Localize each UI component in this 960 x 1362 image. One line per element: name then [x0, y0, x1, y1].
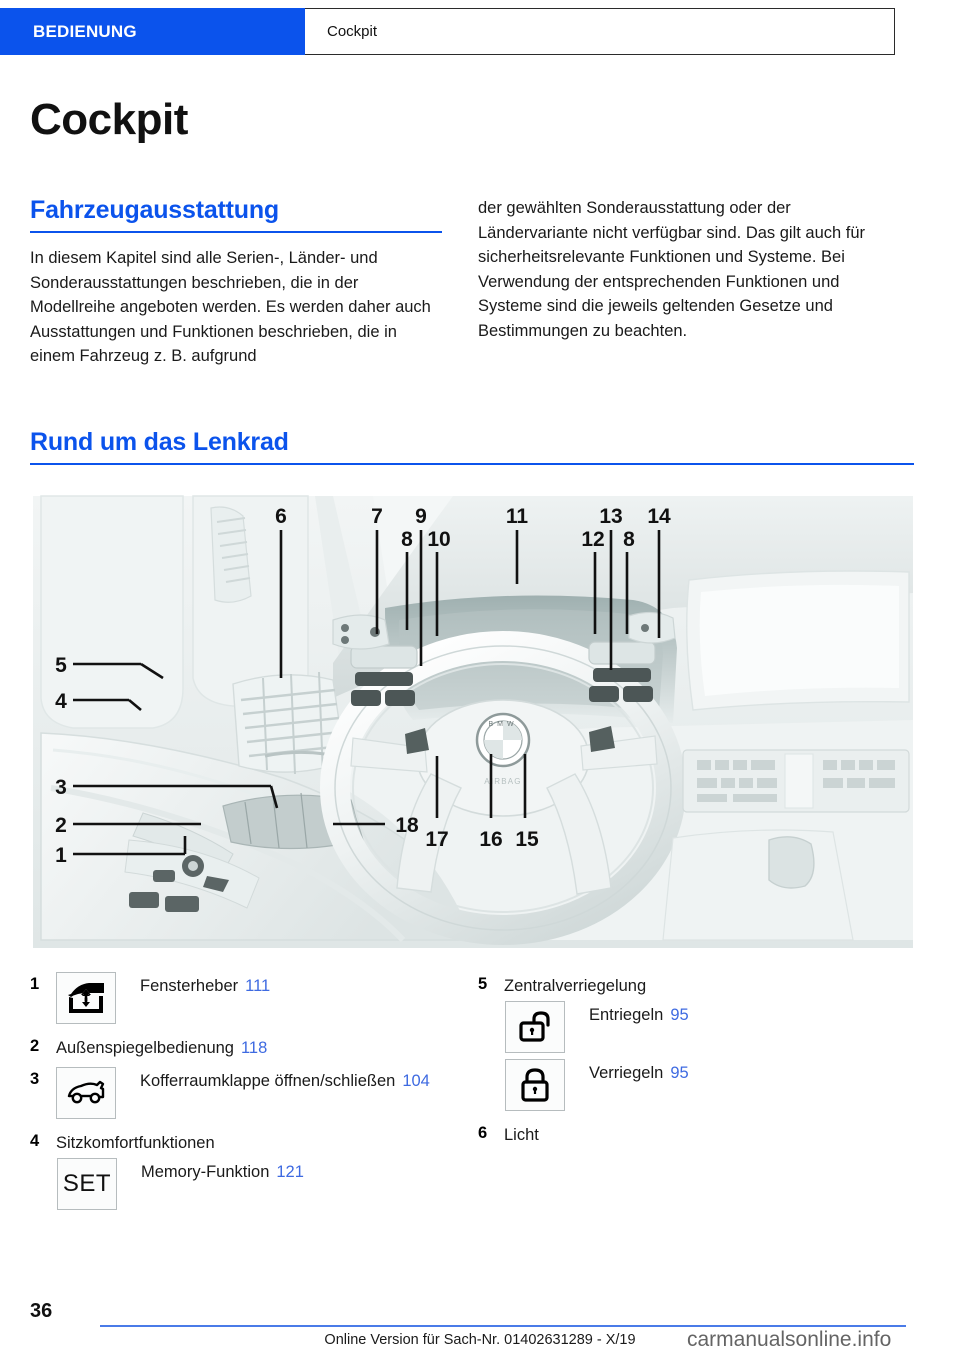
callout-5: 5: [55, 654, 67, 677]
legend-item-number: 1: [30, 975, 40, 993]
intro-right-paragraph: der gewählten Sonderausstattung oder der Ländervariante nicht verfügbar sind. Das gilt auch für sicherheitsrelevante Funktionen und Systeme. Bei Verwendung der entsprechenden Funktionen und Systeme sind die jeweils geltenden Gesetze und Bestimmungen zu beachten.: [478, 199, 866, 340]
legend-item-label: Außenspiegelbedienung: [56, 1039, 234, 1057]
legend-item-6: [478, 1121, 908, 1148]
legend-subitem-label: Entriegeln: [589, 1006, 664, 1024]
callout-4: 4: [55, 690, 67, 713]
window-lifter-glyph: [65, 980, 107, 1016]
trunk-lid-glyph: [63, 1079, 109, 1107]
callout-14: 14: [647, 505, 671, 528]
legend-item-number: 2: [30, 1037, 40, 1055]
callout-8b: 8: [623, 528, 635, 551]
callout-13: 13: [599, 505, 623, 528]
set-memory-label: SET: [62, 1170, 112, 1197]
callout-3: 3: [55, 776, 67, 799]
legend-subitem-pageref[interactable]: 95: [670, 1006, 689, 1024]
legend-subitem-pageref[interactable]: 95: [670, 1064, 689, 1082]
set-memory-icon: [57, 1158, 117, 1210]
legend-item-5: [478, 972, 908, 999]
legend-subitem-memory: [30, 1158, 460, 1210]
svg-text:AIRBAG: AIRBAG: [484, 777, 522, 786]
legend-subitem-lock: [478, 1059, 908, 1111]
legend-left-column: [30, 972, 460, 1216]
callout-18: 18: [395, 814, 419, 837]
callout-6: 6: [275, 505, 287, 528]
lock-icon: [505, 1059, 565, 1111]
callout-17: 17: [425, 828, 449, 851]
page-number: 36: [30, 1300, 53, 1322]
callout-8a: 8: [401, 528, 413, 551]
legend-item-label: Sitzkomfortfunktionen: [56, 1134, 215, 1152]
legend-item-number: 5: [478, 975, 488, 993]
intro-heading-rule: [30, 231, 442, 233]
unlock-glyph: [517, 1010, 553, 1044]
header-chapter-label: BEDIENUNG: [33, 21, 137, 41]
intro-left-paragraph: In diesem Kapitel sind alle Serien-, Länder- und Sonderausstattungen beschrieben, die in der Modellreihe angeboten werden. Es werden daher auch Ausstattungen und Funktionen beschrieben, die in einem Fahrzeug z. B. aufgrund: [30, 249, 431, 365]
legend-subitem-label: Verriegeln: [589, 1064, 664, 1082]
footer-rule: [100, 1325, 906, 1327]
legend-subitem-label: Memory-Funktion: [141, 1163, 270, 1181]
trunk-lid-icon: [56, 1067, 116, 1119]
intro-right-column: [478, 196, 890, 343]
callout-9: 9: [415, 505, 427, 528]
footer-watermark: carmanualsonline.info: [687, 1328, 892, 1351]
callout-7: 7: [371, 505, 383, 528]
header-section-tab[interactable]: [305, 8, 895, 55]
footer-note: Online Version für Sach-Nr. 01402631289 - X/19: [324, 1332, 636, 1348]
legend-item-label: Zentralverriegelung: [504, 977, 647, 995]
callout-15: 15: [515, 828, 539, 851]
header-chapter-tab[interactable]: [0, 8, 305, 55]
window-lifter-icon: [56, 972, 116, 1024]
legend-item-2: [30, 1034, 460, 1061]
page-header: [0, 8, 895, 55]
legend-item-label: Licht: [504, 1126, 539, 1144]
cockpit-figure-svg: [33, 488, 913, 948]
callout-2: 2: [55, 814, 67, 837]
legend-item-1: [30, 972, 460, 1024]
callout-10: 10: [427, 528, 451, 551]
legend-item-pageref[interactable]: 118: [240, 1039, 268, 1057]
legend-item-number: 4: [30, 1132, 40, 1150]
legend-subitem-pageref[interactable]: 121: [276, 1163, 304, 1181]
cockpit-illustration: [33, 488, 913, 948]
section-heading: Rund um das Lenkrad: [30, 428, 289, 456]
section-heading-rule: [30, 463, 914, 465]
header-section-label: Cockpit: [327, 23, 378, 40]
legend-item-pageref[interactable]: 104: [402, 1072, 430, 1090]
intro-left-column: [30, 196, 442, 369]
section-heading-block: [30, 428, 914, 465]
legend-item-label: Fensterheber: [140, 977, 239, 995]
page-title: Cockpit: [30, 95, 188, 144]
legend-item-3: [30, 1067, 460, 1119]
legend-right-column: [478, 972, 908, 1150]
callout-12: 12: [581, 528, 605, 551]
legend-item-label: Kofferraumklappe öffnen/schließen: [140, 1072, 396, 1090]
legend-item-number: 6: [478, 1124, 488, 1142]
callout-11: 11: [505, 505, 529, 528]
intro-section: [0, 196, 960, 396]
intro-heading: Fahrzeugausstattung: [30, 196, 279, 224]
legend-subitem-unlock: [478, 1001, 908, 1053]
svg-text:BMW: BMW: [488, 721, 518, 728]
callout-16: 16: [479, 828, 503, 851]
callout-1: 1: [55, 844, 67, 867]
legend-item-number: 3: [30, 1070, 40, 1088]
unlock-icon: [505, 1001, 565, 1053]
legend-item-4: [30, 1129, 460, 1156]
legend-item-pageref[interactable]: 111: [245, 977, 271, 995]
lock-glyph: [518, 1067, 552, 1103]
